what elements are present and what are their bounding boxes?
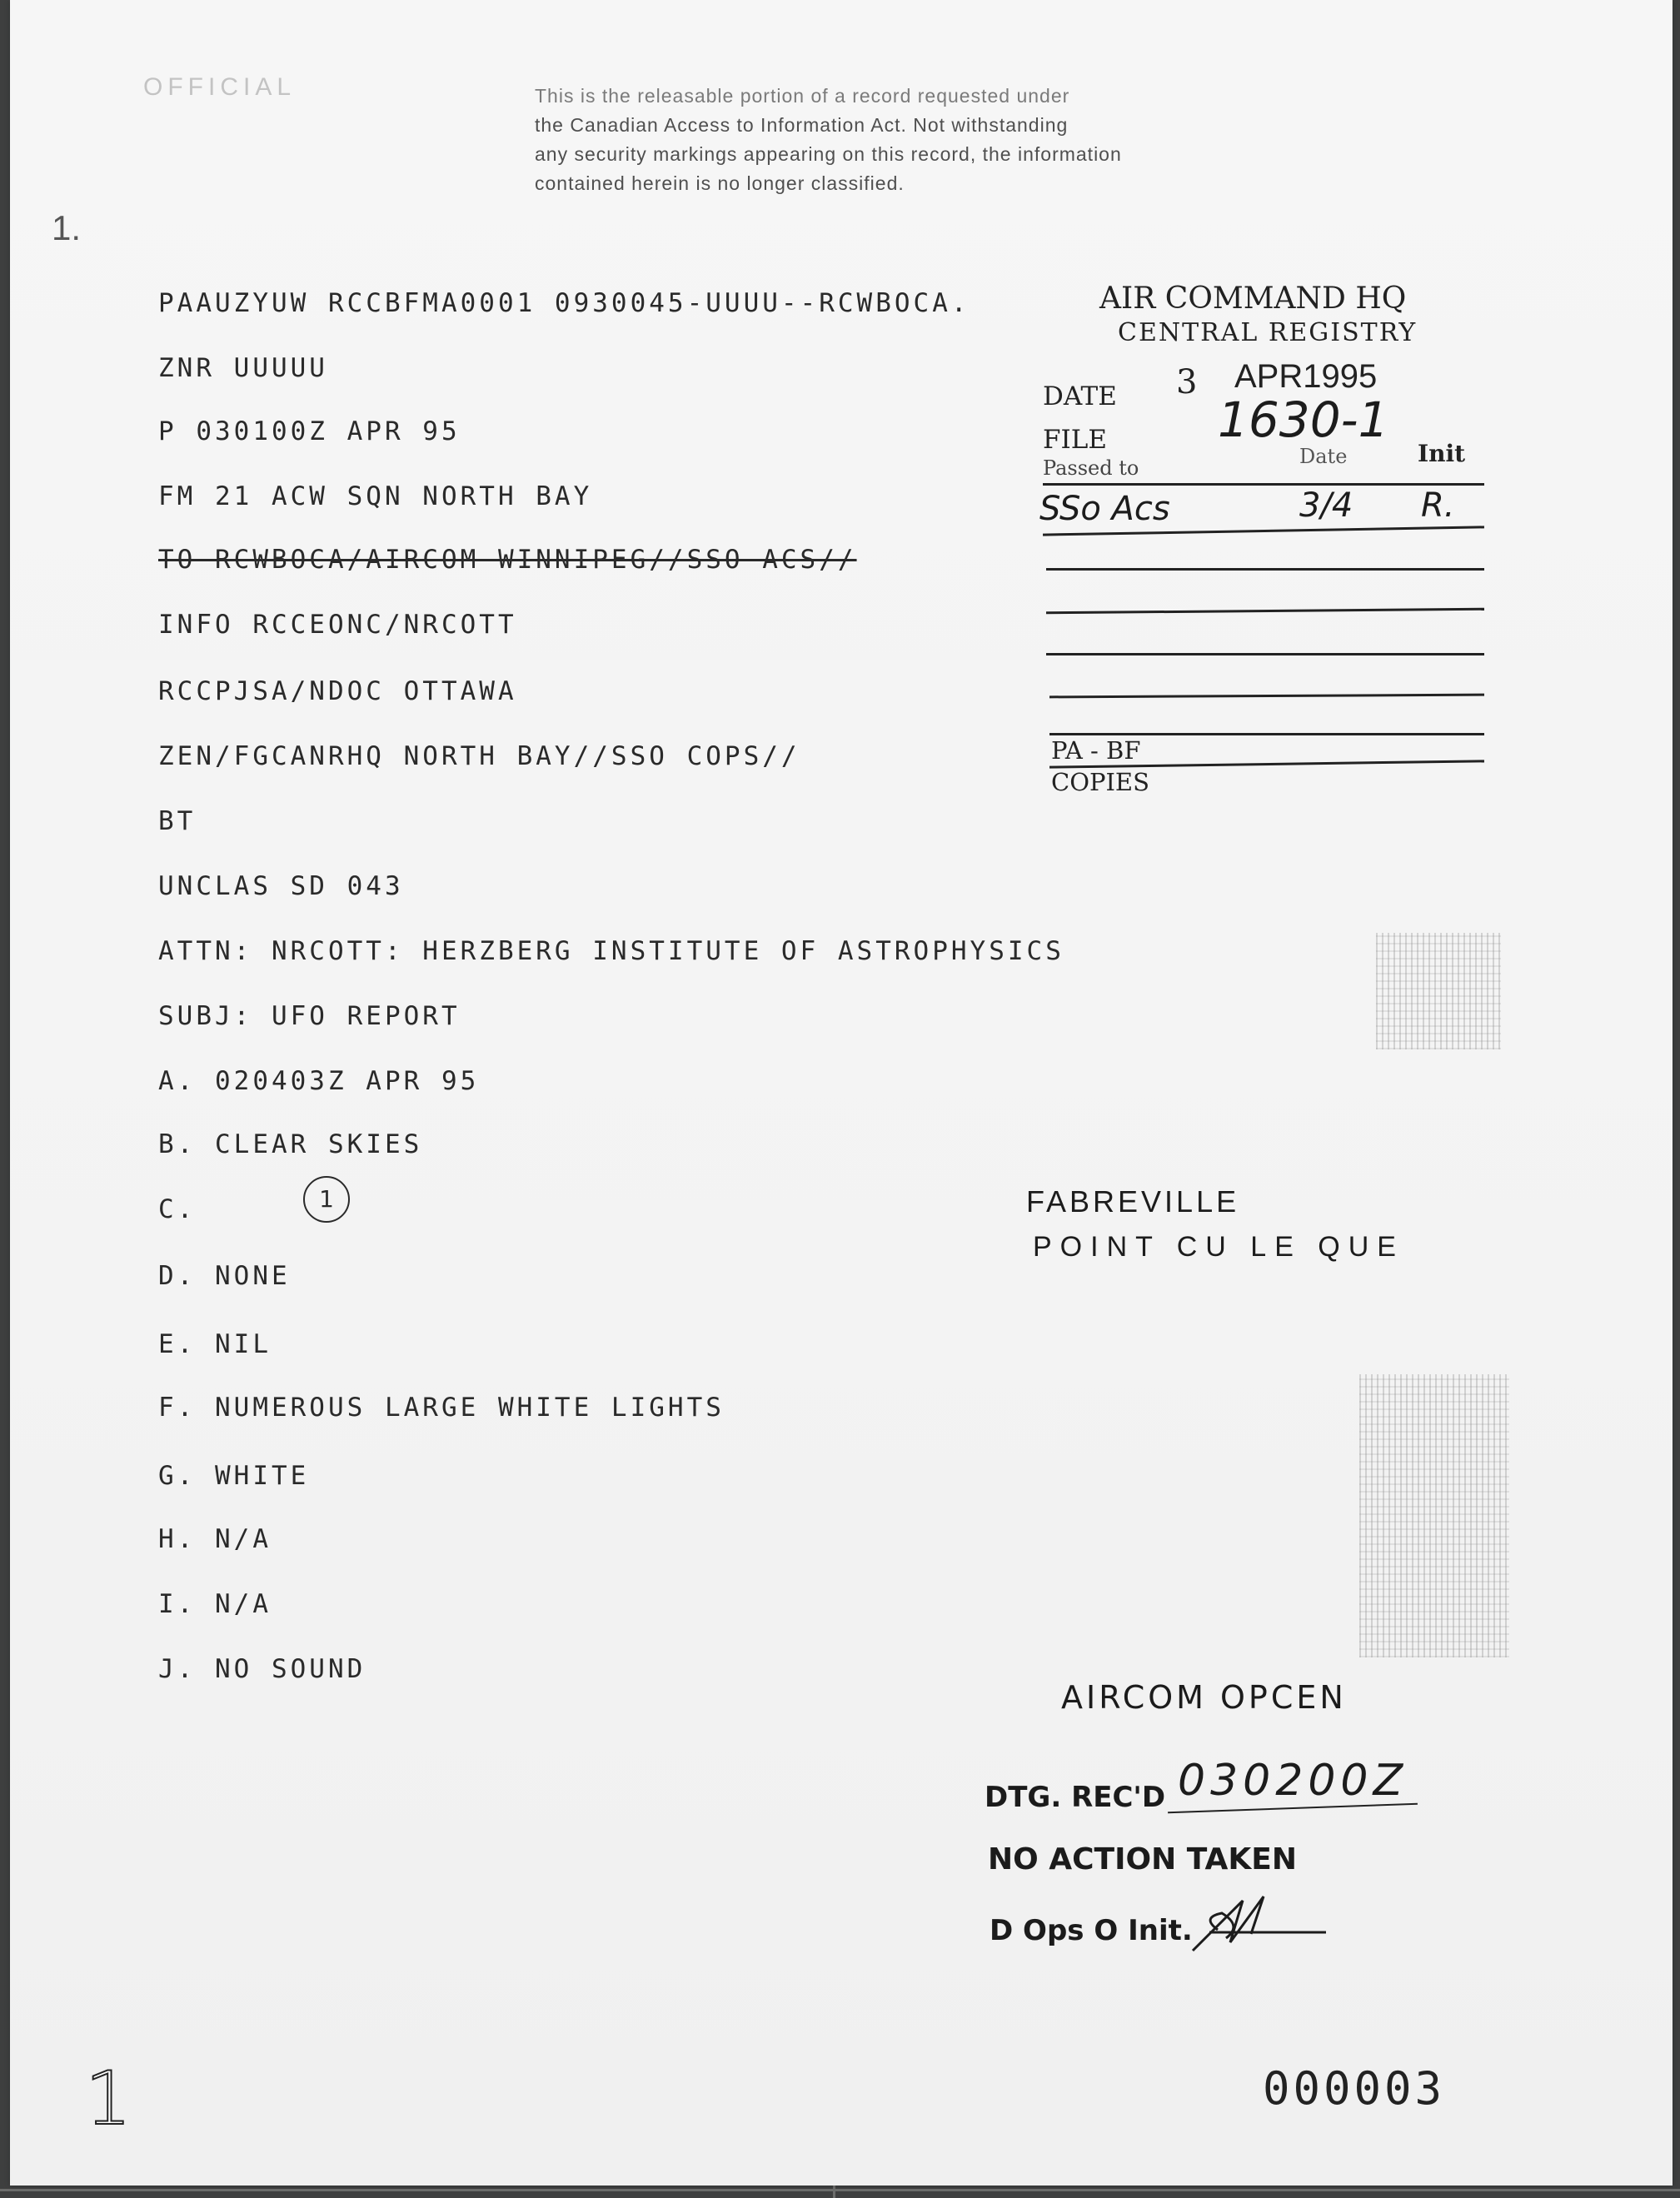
date-label: DATE: [1043, 381, 1117, 411]
release-notice-line: the Canadian Access to Information Act. Not withstanding: [535, 114, 1069, 136]
release-notice-line: This is the releasable portion of a record requested under: [535, 85, 1070, 107]
report-item: I. N/A: [158, 1589, 272, 1619]
message-info-line: RCCPJSA/NDOC OTTAWA: [158, 676, 517, 706]
location-handwritten-line1: FABREVILLE: [1026, 1184, 1240, 1219]
message-info-line: ZEN/FGCANRHQ NORTH BAY//SSO COPS//: [158, 741, 800, 771]
report-item: B. CLEAR SKIES: [158, 1129, 423, 1159]
dtg-label: DTG. REC'D: [985, 1781, 1166, 1814]
dtg-value-handwritten: 030200Z: [1178, 1756, 1408, 1806]
routing-to-handwritten: SSo Acs: [1039, 490, 1170, 528]
margin-mark: 1.: [52, 208, 82, 247]
message-subject-line: SUBJ: UFO REPORT: [158, 1001, 461, 1031]
report-item: H. N/A: [158, 1524, 272, 1554]
registry-rule: [1046, 608, 1484, 615]
report-item: A. 020403Z APR 95: [158, 1066, 480, 1096]
message-to-line: TO RCWBOCA/AIRCOM WINNIPEG//SSO ACS//: [158, 545, 857, 575]
passed-to-label: Passed to: [1043, 456, 1139, 480]
file-label: FILE: [1043, 425, 1107, 455]
copies-label: COPIES: [1051, 768, 1149, 796]
init-column-label: Init: [1418, 440, 1466, 467]
opcen-title: AIRCOM OPCEN: [1061, 1679, 1347, 1716]
report-item: J. NO SOUND: [158, 1654, 366, 1684]
action-status: NO ACTION TAKEN: [988, 1842, 1298, 1877]
message-bt-line: BT: [158, 806, 197, 836]
initials-signature: [1184, 1884, 1334, 1959]
registry-rule: [1049, 694, 1484, 699]
routing-init-handwritten: R.: [1421, 486, 1455, 525]
message-attn-line: ATTN: NRCOTT: HERZBERG INSTITUTE OF ASTROPHYSICS: [158, 936, 1064, 966]
release-notice-line: contained herein is no longer classified.: [535, 172, 905, 194]
faded-classification-mark: OFFICIAL: [143, 73, 297, 101]
routing-date-handwritten: 3/4: [1299, 486, 1353, 525]
pa-bf-label: PA - BF: [1051, 736, 1141, 765]
message-info-line: INFO RCCEONC/NRCOTT: [158, 610, 517, 640]
document-page: [10, 0, 1673, 2186]
stamp-date-month-year: APR1995: [1234, 358, 1378, 395]
page-number: 1: [85, 2056, 132, 2141]
location-handwritten-line2: POINT CU LE QUE: [1033, 1231, 1404, 1263]
message-routing-line: PAAUZYUW RCCBFMA0001 0930045-UUUU--RCWBOCA.: [158, 288, 970, 318]
release-notice-line: any security markings appearing on this record, the information: [535, 143, 1122, 165]
message-classification-line: UNCLAS SD 043: [158, 871, 404, 901]
init-label: D Ops O Init.: [990, 1914, 1193, 1947]
report-item: C.: [158, 1194, 197, 1224]
tile-grout: [0, 2189, 1680, 2191]
registry-rule: [1049, 733, 1484, 735]
file-number-handwritten: 1630-1: [1218, 391, 1389, 448]
date-column-label: Date: [1299, 445, 1348, 468]
report-item: E. NIL: [158, 1329, 272, 1359]
scan-noise: [1376, 933, 1501, 1049]
stamp-title: AIR COMMAND HQ: [1099, 282, 1407, 316]
stamp-subtitle: CENTRAL REGISTRY: [1118, 318, 1418, 347]
report-item: G. WHITE: [158, 1461, 310, 1491]
report-item: F. NUMEROUS LARGE WHITE LIGHTS: [158, 1393, 725, 1423]
stamp-date-day: 3: [1176, 363, 1198, 401]
report-item: D. NONE: [158, 1261, 291, 1291]
registry-rule: [1046, 568, 1484, 571]
message-znr-line: ZNR UUUUU: [158, 353, 328, 383]
registry-rule: [1043, 483, 1484, 486]
message-from-line: FM 21 ACW SQN NORTH BAY: [158, 481, 593, 511]
scan-noise: [1359, 1374, 1509, 1657]
document-number: 000003: [1263, 2062, 1446, 2115]
release-notice: [535, 82, 1218, 198]
registry-rule: [1046, 653, 1484, 655]
message-precedence-line: P 030100Z APR 95: [158, 416, 461, 446]
circled-annotation: 1: [303, 1176, 350, 1223]
